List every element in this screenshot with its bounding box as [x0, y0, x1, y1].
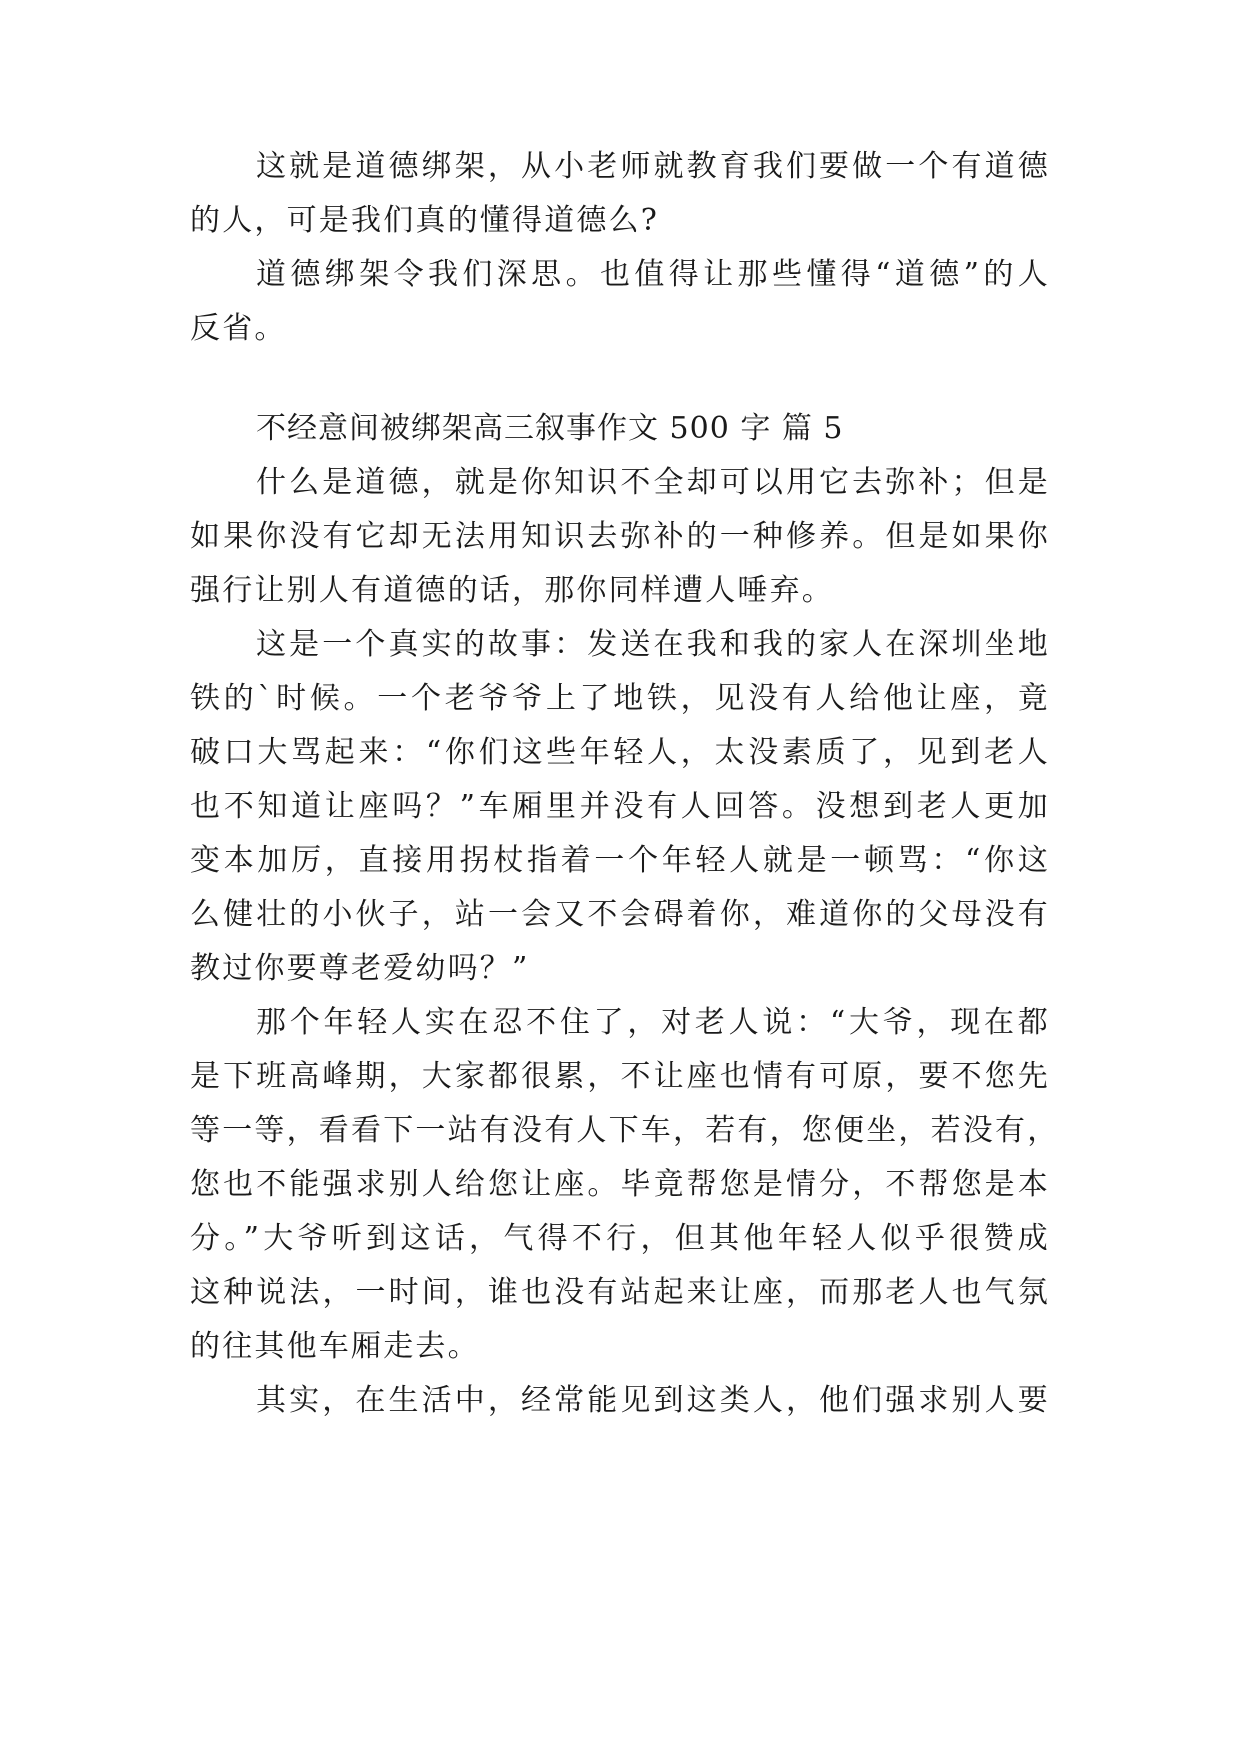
section-heading: 不经意间被绑架高三叙事作文 500 字 篇 5	[256, 411, 844, 446]
text-line: 道德绑架令我们深思。也值得让那些懂得“道德”的人	[256, 257, 1050, 292]
text-line: 铁的`时候。一个老爷爷上了地铁，见没有人给他让座，竟	[190, 681, 1050, 716]
text-line: 反省。	[190, 311, 287, 346]
text-line: 什么是道德，就是你知识不全却可以用它去弥补；但是	[256, 465, 1050, 500]
text-line: 如果你没有它却无法用知识去弥补的一种修养。但是如果你	[190, 519, 1050, 554]
text-line: 那个年轻人实在忍不住了，对老人说：“大爷，现在都	[256, 1005, 1050, 1040]
text-line: 的人，可是我们真的懂得道德么?	[190, 203, 660, 238]
text-line: 破口大骂起来：“你们这些年轻人，太没素质了，见到老人	[190, 735, 1050, 770]
text-line: 这种说法，一时间，谁也没有站起来让座，而那老人也气氛	[190, 1275, 1050, 1310]
text-line: 教过你要尊老爱幼吗？”	[190, 951, 530, 986]
text-line: 分。”大爷听到这话，气得不行，但其他年轻人似乎很赞成	[190, 1221, 1050, 1256]
text-line: 您也不能强求别人给您让座。毕竟帮您是情分，不帮您是本	[190, 1167, 1050, 1202]
text-line: 等一等，看看下一站有没有人下车，若有，您便坐，若没有，	[190, 1113, 1060, 1148]
text-line: 是下班高峰期，大家都很累，不让座也情有可原，要不您先	[190, 1059, 1050, 1094]
text-line: 的往其他车厢走去。	[190, 1329, 480, 1364]
text-line: 变本加厉，直接用拐杖指着一个年轻人就是一顿骂：“你这	[190, 843, 1050, 878]
text-line: 其实，在生活中，经常能见到这类人，他们强求别人要	[256, 1383, 1050, 1418]
text-line: 这就是道德绑架，从小老师就教育我们要做一个有道德	[256, 149, 1050, 184]
text-line: 么健壮的小伙子，站一会又不会碍着你，难道你的父母没有	[190, 897, 1050, 932]
text-line: 这是一个真实的故事：发送在我和我的家人在深圳坐地	[256, 627, 1050, 662]
text-line: 强行让别人有道德的话，那你同样遭人唾弃。	[190, 573, 834, 608]
text-line: 也不知道让座吗？”车厢里并没有人回答。没想到老人更加	[190, 789, 1050, 824]
